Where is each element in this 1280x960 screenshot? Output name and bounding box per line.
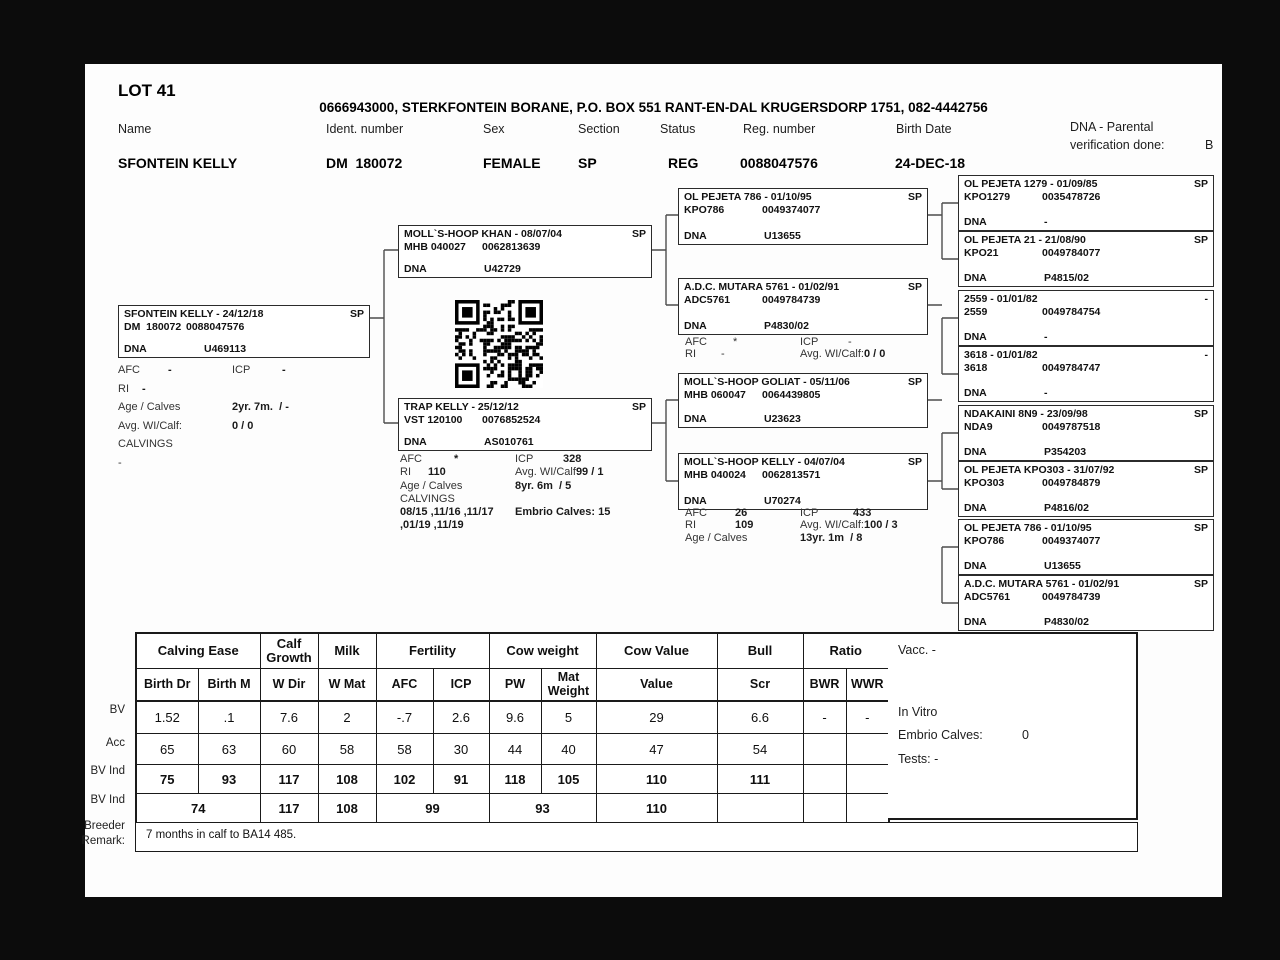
status-value: REG	[668, 155, 699, 171]
animal-title: OL PEJETA 1279 - 01/09/85	[964, 178, 1098, 190]
dna-verification-label-2: verification done:	[1070, 138, 1165, 152]
dd-stats	[685, 507, 925, 544]
breeder-contact-line: 0666943000, STERKFONTEIN BORANE, P.O. BOX 551 RANT-EN-DAL KRUGERSDORP 1751, 082-4442756	[319, 100, 988, 115]
bv-cell: 2	[318, 701, 376, 734]
bv-ind2-cell: 99	[376, 794, 489, 825]
ident-label: Ident. number	[326, 122, 404, 136]
dna-value: AS010761	[484, 436, 534, 448]
ri-value: 110	[428, 466, 446, 479]
dna-value: -	[1044, 216, 1048, 228]
bv-cell: -	[846, 701, 889, 734]
dam-stats	[400, 453, 662, 533]
group-cow-weight: Cow weight	[489, 633, 596, 669]
col-w-dir: W Dir	[260, 669, 318, 702]
animal-id: 3618	[964, 362, 988, 374]
side-panel	[888, 632, 1138, 820]
dna-value: P354203	[1044, 446, 1087, 458]
bv-ind2-cell: 110	[596, 794, 717, 825]
row-label-bv: BV	[109, 704, 125, 716]
acc-row	[136, 734, 889, 765]
animal-title: A.D.C. MUTARA 5761 - 01/02/91	[964, 578, 1120, 590]
bv-ind2-cell: 74	[136, 794, 260, 825]
animal-id: ADC5761	[964, 591, 1011, 603]
dna-value: P4816/02	[1044, 502, 1089, 514]
row-label-bv-ind-2: BV Ind	[90, 794, 125, 806]
afc-value: -	[168, 364, 172, 376]
dna-value: P4830/02	[1044, 616, 1089, 628]
age-calves-label: Age / Calves	[118, 401, 181, 414]
section-label: Section	[578, 122, 620, 136]
afc-label: AFC	[685, 507, 707, 519]
animal-reg: 0049784747	[1042, 362, 1101, 374]
acc-cell: 63	[198, 734, 260, 765]
pedigree-box-ssd	[958, 231, 1214, 287]
icp-label: ICP	[800, 507, 819, 519]
acc-cell	[803, 734, 846, 765]
pedigree-box-sdd	[958, 346, 1214, 402]
col-wwr: WWR	[846, 669, 889, 702]
bv-cell: 2.6	[433, 701, 489, 734]
breed-flag: -	[1204, 349, 1208, 361]
age-calves-label: Age / Calves	[685, 531, 748, 544]
sex-value: FEMALE	[483, 155, 541, 171]
bv-ind2-cell: 93	[489, 794, 596, 825]
bv-ind-cell: 91	[433, 765, 489, 794]
animal-reg: 0064439805	[762, 389, 821, 401]
breed-flag: SP	[1193, 522, 1208, 534]
col-icp: ICP	[433, 669, 489, 702]
pedigree-box-subject	[118, 305, 370, 358]
calvings-label: CALVINGS	[400, 492, 455, 505]
calvings-dates-1: 08/15 ,11/16 ,11/17	[400, 506, 494, 519]
ri-value: -	[142, 382, 146, 395]
icp-value: -	[848, 336, 852, 348]
ri-label: RI	[118, 382, 129, 395]
bv-cell: 29	[596, 701, 717, 734]
age-calves-value: 13yr. 1m / 8	[800, 531, 863, 544]
breed-flag: SP	[1193, 578, 1208, 590]
dna-label: DNA	[964, 216, 987, 228]
animal-reg: 0049787518	[1042, 421, 1101, 433]
group-cow-value: Cow Value	[596, 633, 717, 669]
bv-ind-combined-row	[136, 794, 889, 825]
group-calving-ease: Calving Ease	[136, 633, 260, 669]
breed-flag: SP	[907, 191, 922, 203]
pedigree-box-sds	[958, 290, 1214, 346]
acc-cell: 65	[136, 734, 198, 765]
animal-title: TRAP KELLY - 25/12/12	[404, 401, 519, 413]
name-label: Name	[118, 122, 152, 136]
bv-ind-cell: 102	[376, 765, 433, 794]
breeder-remark-text: 7 months in calf to BA14 485.	[146, 829, 297, 841]
dna-value: U70274	[764, 495, 801, 507]
animal-id: KPO21	[964, 247, 999, 259]
bv-ind-cell: 117	[260, 765, 318, 794]
embrio-calves	[515, 506, 610, 519]
bv-cell: 1.52	[136, 701, 198, 734]
bv-ind2-cell	[717, 794, 803, 825]
animal-id: KPO786	[964, 535, 1005, 547]
animal-id: KPO1279	[964, 191, 1011, 203]
animal-id: NDA9	[964, 421, 993, 433]
animal-title: MOLL`S-HOOP KHAN - 08/07/04	[404, 228, 562, 240]
bv-cell: 6.6	[717, 701, 803, 734]
dna-label: DNA	[404, 436, 427, 448]
breed-flag: SP	[907, 376, 922, 388]
group-header-row	[136, 633, 889, 669]
col-scr: Scr	[717, 669, 803, 702]
bv-ind-cell: 105	[541, 765, 596, 794]
bv-row	[136, 701, 889, 734]
breed-flag: SP	[1193, 178, 1208, 190]
group-milk: Milk	[318, 633, 376, 669]
qr-code	[455, 300, 543, 388]
bv-ind2-cell	[846, 794, 889, 825]
breed-flag: SP	[907, 456, 922, 468]
dna-label: DNA	[964, 502, 987, 514]
animal-id: MHB 040024	[684, 469, 746, 481]
acc-cell: 44	[489, 734, 541, 765]
embrio-calves-value: 0	[1022, 728, 1029, 742]
dna-label: DNA	[404, 263, 427, 275]
bv-ind-cell: 111	[717, 765, 803, 794]
animal-title: A.D.C. MUTARA 5761 - 01/02/91	[684, 281, 840, 293]
bv-ind-cell: 110	[596, 765, 717, 794]
dna-verification-value: B	[1205, 138, 1214, 152]
icp-value: 328	[563, 453, 582, 465]
animal-name-value: SFONTEIN KELLY	[118, 155, 238, 171]
pedigree-box-dss	[958, 405, 1214, 461]
animal-title: OL PEJETA 786 - 01/10/95	[684, 191, 812, 203]
avg-wi-calf-label: Avg. WI/Calf	[515, 466, 576, 479]
dna-value: -	[1044, 387, 1048, 399]
calvings-dates-2: ,01/19 ,11/19	[400, 519, 464, 532]
breed-flag: SP	[349, 308, 364, 320]
animal-id: MHB 040027	[404, 241, 466, 253]
col-birth-m: Birth M	[198, 669, 260, 702]
avg-wi-calf-value: 0 / 0	[232, 419, 254, 432]
breeder-remark-label	[58, 819, 125, 849]
calvings-label: CALVINGS	[118, 438, 173, 451]
acc-cell: 60	[260, 734, 318, 765]
dna-label: DNA	[684, 495, 707, 507]
afc-label: AFC	[118, 364, 140, 376]
breed-flag: SP	[631, 401, 646, 413]
sex-label: Sex	[483, 122, 505, 136]
ri-label: RI	[685, 348, 696, 361]
dna-value: -	[1044, 331, 1048, 343]
animal-id: KPO303	[964, 477, 1005, 489]
dna-label: DNA	[964, 387, 987, 399]
col-pw: PW	[489, 669, 541, 702]
bv-cell: 9.6	[489, 701, 541, 734]
dna-label: DNA	[964, 272, 987, 284]
animal-reg: 0035478726	[1042, 191, 1101, 203]
tests-text: Tests: -	[898, 752, 939, 766]
vacc-text: Vacc. -	[898, 643, 936, 657]
dna-verification-label-1: DNA - Parental	[1070, 120, 1154, 134]
avg-wi-calf-value: 100 / 3	[863, 519, 898, 532]
pedigree-box-dds	[958, 519, 1214, 575]
breed-flag: SP	[1193, 234, 1208, 246]
breed-flag: SP	[1193, 464, 1208, 476]
ident-value: DM 180072	[326, 155, 403, 171]
pedigree-box-dam	[398, 398, 652, 451]
dna-value: U23623	[764, 413, 801, 425]
col-bwr: BWR	[803, 669, 846, 702]
pedigree-box-sd	[678, 278, 928, 335]
bv-ind-cell	[803, 765, 846, 794]
acc-cell: 40	[541, 734, 596, 765]
embrio-calves-label: Embrio Calves:	[515, 506, 596, 519]
icp-value: 433	[853, 507, 872, 519]
ri-label: RI	[400, 466, 411, 479]
row-label-bv-ind-1: BV Ind	[90, 765, 125, 777]
ri-label: RI	[685, 519, 696, 532]
afc-label: AFC	[685, 336, 707, 348]
breed-flag: SP	[1193, 408, 1208, 420]
pedigree-box-ds	[678, 373, 928, 428]
icp-label: ICP	[800, 336, 819, 348]
dna-label: DNA	[964, 560, 987, 572]
afc-label: AFC	[400, 453, 422, 465]
bv-ind2-cell: 117	[260, 794, 318, 825]
col-w-mat: W Mat	[318, 669, 376, 702]
pedigree-box-sire	[398, 225, 652, 278]
bv-ind2-cell	[803, 794, 846, 825]
animal-id: 2559	[964, 306, 988, 318]
animal-reg: 0049374077	[762, 204, 821, 216]
col-value: Value	[596, 669, 717, 702]
pedigree-box-dsd	[958, 461, 1214, 517]
animal-reg: 0049784879	[1042, 477, 1101, 489]
dna-value: U469113	[204, 343, 247, 355]
bv-cell: -	[803, 701, 846, 734]
bv-cell: 5	[541, 701, 596, 734]
acc-cell: 30	[433, 734, 489, 765]
animal-title: OL PEJETA 786 - 01/10/95	[964, 522, 1092, 534]
acc-cell: 54	[717, 734, 803, 765]
lot-title: LOT 41	[118, 81, 176, 100]
birth-date-value: 24-DEC-18	[895, 155, 966, 171]
avg-wi-calf-value: 0 / 0	[863, 348, 886, 361]
animal-reg: 0088047576	[186, 321, 245, 333]
birth-date-label: Birth Date	[896, 122, 952, 136]
ri-value: 109	[735, 519, 754, 532]
sd-stats	[685, 336, 923, 361]
animal-title: OL PEJETA 21 - 21/08/90	[964, 234, 1086, 246]
embrio-calves-label: Embrio Calves:	[898, 728, 983, 742]
pedigree-box-ddd	[958, 575, 1214, 631]
dna-value: U42729	[484, 263, 521, 275]
animal-reg: 0062813639	[482, 241, 541, 253]
pedigree-box-ss	[678, 188, 928, 245]
group-ratio: Ratio	[803, 633, 889, 669]
bv-cell: 7.6	[260, 701, 318, 734]
age-calves-value: 2yr. 7m. / -	[232, 401, 289, 414]
animal-id: ADC5761	[684, 294, 731, 306]
animal-title: OL PEJETA KPO303 - 31/07/92	[964, 464, 1115, 476]
animal-title: SFONTEIN KELLY - 24/12/18	[124, 308, 264, 320]
acc-cell	[846, 734, 889, 765]
animal-title: 3618 - 01/01/82	[964, 349, 1038, 361]
ri-value: -	[721, 348, 725, 361]
icp-label: ICP	[515, 453, 534, 465]
column-header-row	[136, 669, 889, 702]
icp-label: ICP	[232, 364, 251, 376]
reg-value: 0088047576	[740, 155, 818, 171]
bv-ind2-cell: 108	[318, 794, 376, 825]
age-calves-label: Age / Calves	[400, 479, 463, 492]
in-vitro-text: In Vitro	[898, 705, 938, 719]
pedigree-box-dd	[678, 453, 928, 510]
group-fertility: Fertility	[376, 633, 489, 669]
animal-reg: 0062813571	[762, 469, 821, 481]
breeder-label-line1: Breeder	[84, 820, 125, 832]
acc-cell: 58	[376, 734, 433, 765]
icp-value: -	[282, 364, 286, 376]
group-bull: Bull	[717, 633, 803, 669]
avg-wi-calf-label: Avg. WI/Calf:	[118, 419, 182, 432]
animal-id: KPO786	[684, 204, 725, 216]
embrio-calves-value: 15	[598, 506, 611, 519]
col-afc: AFC	[376, 669, 433, 702]
status-label: Status	[660, 122, 696, 136]
col-mat-weight: Mat Weight	[541, 669, 596, 702]
dna-value: P4830/02	[764, 320, 809, 332]
dna-label: DNA	[964, 446, 987, 458]
subject-stats	[118, 361, 376, 473]
animal-reg: 0049784739	[762, 294, 821, 306]
breeder-remark-box	[135, 822, 1138, 852]
dna-label: DNA	[964, 616, 987, 628]
bv-ind-cell	[846, 765, 889, 794]
bv-cell: -.7	[376, 701, 433, 734]
acc-cell: 58	[318, 734, 376, 765]
age-calves-value: 8yr. 6m / 5	[515, 479, 572, 492]
breeder-label-line2: Remark:	[81, 835, 125, 847]
animal-reg: 0049784077	[1042, 247, 1101, 259]
bv-ind-cell: 118	[489, 765, 541, 794]
avg-wi-calf-label: Avg. WI/Calf:	[800, 348, 864, 361]
calvings-value: -	[118, 456, 122, 469]
afc-value: *	[733, 336, 738, 348]
animal-id: VST 120100	[404, 414, 463, 426]
animal-title: NDAKAINI 8N9 - 23/09/98	[964, 408, 1088, 420]
breed-flag: SP	[907, 281, 922, 293]
row-label-acc: Acc	[105, 737, 125, 749]
dna-label: DNA	[684, 413, 707, 425]
breed-flag: -	[1204, 293, 1208, 305]
avg-wi-calf-value: 99 / 1	[575, 466, 604, 479]
breeding-values-table	[135, 632, 890, 825]
bv-cell: .1	[198, 701, 260, 734]
animal-reg: 0049784739	[1042, 591, 1101, 603]
dna-value: U13655	[1044, 560, 1081, 572]
animal-reg: 0076852524	[482, 414, 541, 426]
avg-wi-calf-label: Avg. WI/Calf:	[800, 519, 864, 532]
breed-flag: SP	[631, 228, 646, 240]
bv-ind-cell: 93	[198, 765, 260, 794]
animal-id: DM 180072	[124, 321, 182, 333]
animal-title: 2559 - 01/01/82	[964, 293, 1038, 305]
animal-id: MHB 060047	[684, 389, 746, 401]
dna-label: DNA	[684, 230, 707, 242]
bv-ind-cell: 75	[136, 765, 198, 794]
bv-ind-row	[136, 765, 889, 794]
dna-label: DNA	[684, 320, 707, 332]
dna-label: DNA	[964, 331, 987, 343]
dna-value: U13655	[764, 230, 801, 242]
animal-reg: 0049374077	[1042, 535, 1101, 547]
dna-value: P4815/02	[1044, 272, 1089, 284]
animal-reg: 0049784754	[1042, 306, 1101, 318]
afc-value: *	[454, 453, 459, 465]
acc-cell: 47	[596, 734, 717, 765]
animal-title: MOLL`S-HOOP GOLIAT - 05/11/06	[684, 376, 850, 388]
bv-ind-cell: 108	[318, 765, 376, 794]
group-calf-growth: Calf Growth	[260, 633, 318, 669]
section-value: SP	[578, 155, 597, 171]
dna-label: DNA	[124, 343, 147, 355]
reg-label: Reg. number	[743, 122, 816, 136]
animal-title: MOLL`S-HOOP KELLY - 04/07/04	[684, 456, 845, 468]
col-birth-dr: Birth Dr	[136, 669, 198, 702]
afc-value: 26	[735, 507, 748, 519]
pedigree-box-sss	[958, 175, 1214, 231]
